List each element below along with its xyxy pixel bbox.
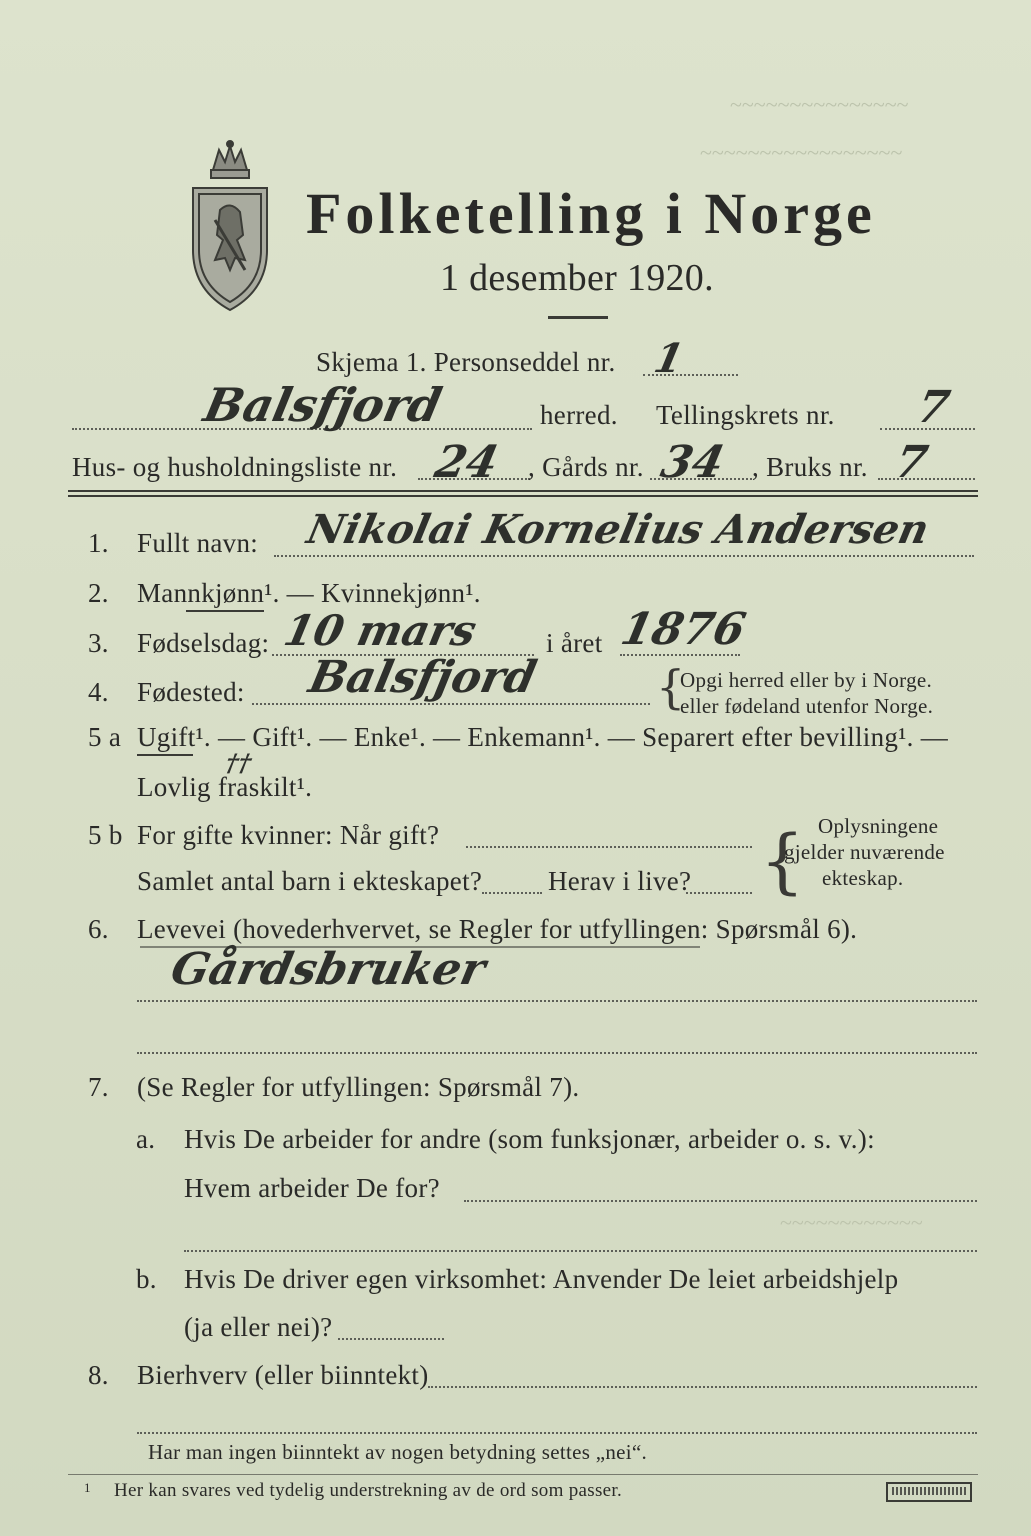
birthplace-value[interactable]: Balsfjord: [304, 652, 541, 703]
q7a-extra-line: [184, 1250, 977, 1252]
q8-label: Bierhverv (eller biinntekt): [137, 1360, 429, 1390]
bleed-through-text: ~~~~~~~~~~~~~~~~~: [700, 140, 903, 165]
coat-of-arms-icon: [185, 140, 275, 315]
q4-note-brace: {: [656, 660, 686, 714]
footnote-mark: 1: [84, 1480, 91, 1495]
schema-label: Skjema 1. Personseddel nr.: [316, 347, 616, 377]
footnote-text: Her kan svares ved tydelig understrekning av de ord som passer.: [114, 1480, 623, 1501]
q2-number: 2.: [88, 578, 109, 608]
q8-number: 8.: [88, 1360, 109, 1390]
q4-number: 4.: [88, 677, 109, 707]
q7b-answer-line: [338, 1338, 444, 1340]
q6-line-2: [137, 1052, 977, 1054]
q7a-line2: Hvem arbeider De for?: [184, 1173, 440, 1203]
q6-line-1: [137, 1000, 977, 1002]
q5a-line2: Lovlig fraskilt¹.: [137, 772, 313, 802]
census-date: 1 desember 1920.: [440, 257, 714, 299]
q2-underline-mark: [186, 610, 264, 612]
husholdningsliste-value[interactable]: 24: [430, 437, 503, 488]
q1-label: Fullt navn:: [137, 528, 259, 558]
q1-number: 1.: [88, 528, 109, 558]
birth-year-value[interactable]: 1876: [616, 604, 750, 655]
birth-date-value[interactable]: 10 mars: [279, 606, 481, 655]
q5b-line2b: Herav i live?: [548, 866, 692, 896]
q5b-note-line2: gjelder nuværende: [784, 840, 945, 864]
q7a-letter: a.: [136, 1124, 156, 1154]
gards-value[interactable]: 34: [656, 437, 729, 488]
tellingskrets-value[interactable]: 7: [912, 382, 955, 433]
footnote-divider: [68, 1474, 978, 1475]
q4-line: [252, 703, 650, 705]
q5a-underline-ugift: [137, 754, 193, 756]
printer-stamp: [886, 1482, 972, 1502]
q6-number: 6.: [88, 914, 109, 944]
q7a-employer-line: [464, 1200, 977, 1202]
q5b-line2a: Samlet antal barn i ekteskapet?: [137, 866, 483, 896]
q4-note-line1: Opgi herred eller by i Norge.: [680, 668, 933, 692]
husholdningsliste-label: Hus- og husholdningsliste nr.: [72, 452, 398, 482]
q2-label: Mannkjønn¹. — Kvinnekjønn¹.: [137, 578, 481, 608]
q5a-number: 5 a: [88, 722, 122, 752]
q7b-letter: b.: [136, 1264, 157, 1294]
q8-line-1: [428, 1386, 977, 1388]
bruks-value[interactable]: 7: [890, 437, 933, 488]
herred-value[interactable]: Balsfjord: [199, 378, 447, 432]
title-divider: [548, 316, 608, 319]
q8-note: Har man ingen biinntekt av nogen betydning settes „nei“.: [148, 1440, 648, 1464]
q3-number: 3.: [88, 628, 109, 658]
q5b-number: 5 b: [88, 820, 123, 850]
q5a-line1: Ugift¹. — Gift¹. — Enke¹. — Enkemann¹. — Separert efter bevilling¹. —: [137, 722, 948, 752]
q5b-married-line: [466, 846, 752, 848]
q3-year-label: i året: [546, 628, 603, 658]
q5b-note-brace: {: [760, 820, 805, 902]
q5b-alive-line: [686, 892, 752, 894]
q5b-note-line1: Oplysningene: [818, 814, 939, 838]
tellingskrets-label: Tellingskrets nr.: [656, 400, 835, 430]
q7a-line1: Hvis De arbeider for andre (som funksjonær, arbeider o. s. v.):: [184, 1124, 875, 1154]
q7-number: 7.: [88, 1072, 109, 1102]
q7b-line1: Hvis De driver egen virksomhet: Anvender De leiet arbeidshjelp: [184, 1264, 899, 1294]
q5b-line1: For gifte kvinner: Når gift?: [137, 820, 440, 850]
bleed-through-text: ~~~~~~~~~~~~~~~: [730, 92, 909, 117]
gards-label: , Gårds nr.: [528, 452, 644, 482]
q1-line: [274, 555, 974, 557]
q6-label: Levevei (hovederhvervet, se Regler for utfyllingen: Spørsmål 6).: [137, 914, 858, 944]
q3-label: Fødselsdag:: [137, 628, 270, 658]
occupation-value[interactable]: Gårdsbruker: [166, 944, 490, 995]
bruks-label: , Bruks nr.: [752, 452, 868, 482]
schema-number-value[interactable]: 1: [650, 335, 688, 382]
q7-label: (Se Regler for utfyllingen: Spørsmål 7).: [137, 1072, 580, 1102]
section-divider-top: [68, 490, 978, 492]
q5b-children-line: [482, 892, 542, 894]
bleed-through-text: ~~~~~~~~~~~~: [780, 1210, 923, 1235]
q4-label: Fødested:: [137, 677, 245, 707]
full-name-value[interactable]: Nikolai Kornelius Andersen: [303, 506, 934, 553]
section-divider-bottom: [68, 495, 978, 497]
q8-line-2: [137, 1432, 977, 1434]
q5a-handwritten-mark: ††: [222, 748, 255, 777]
q7b-line2: (ja eller nei)?: [184, 1312, 333, 1342]
q4-note-line2: eller fødeland utenfor Norge.: [680, 694, 934, 718]
q5b-note-line3: ekteskap.: [822, 866, 904, 890]
form-title: Folketelling i Norge: [306, 181, 876, 246]
herred-label: herred.: [540, 400, 618, 430]
